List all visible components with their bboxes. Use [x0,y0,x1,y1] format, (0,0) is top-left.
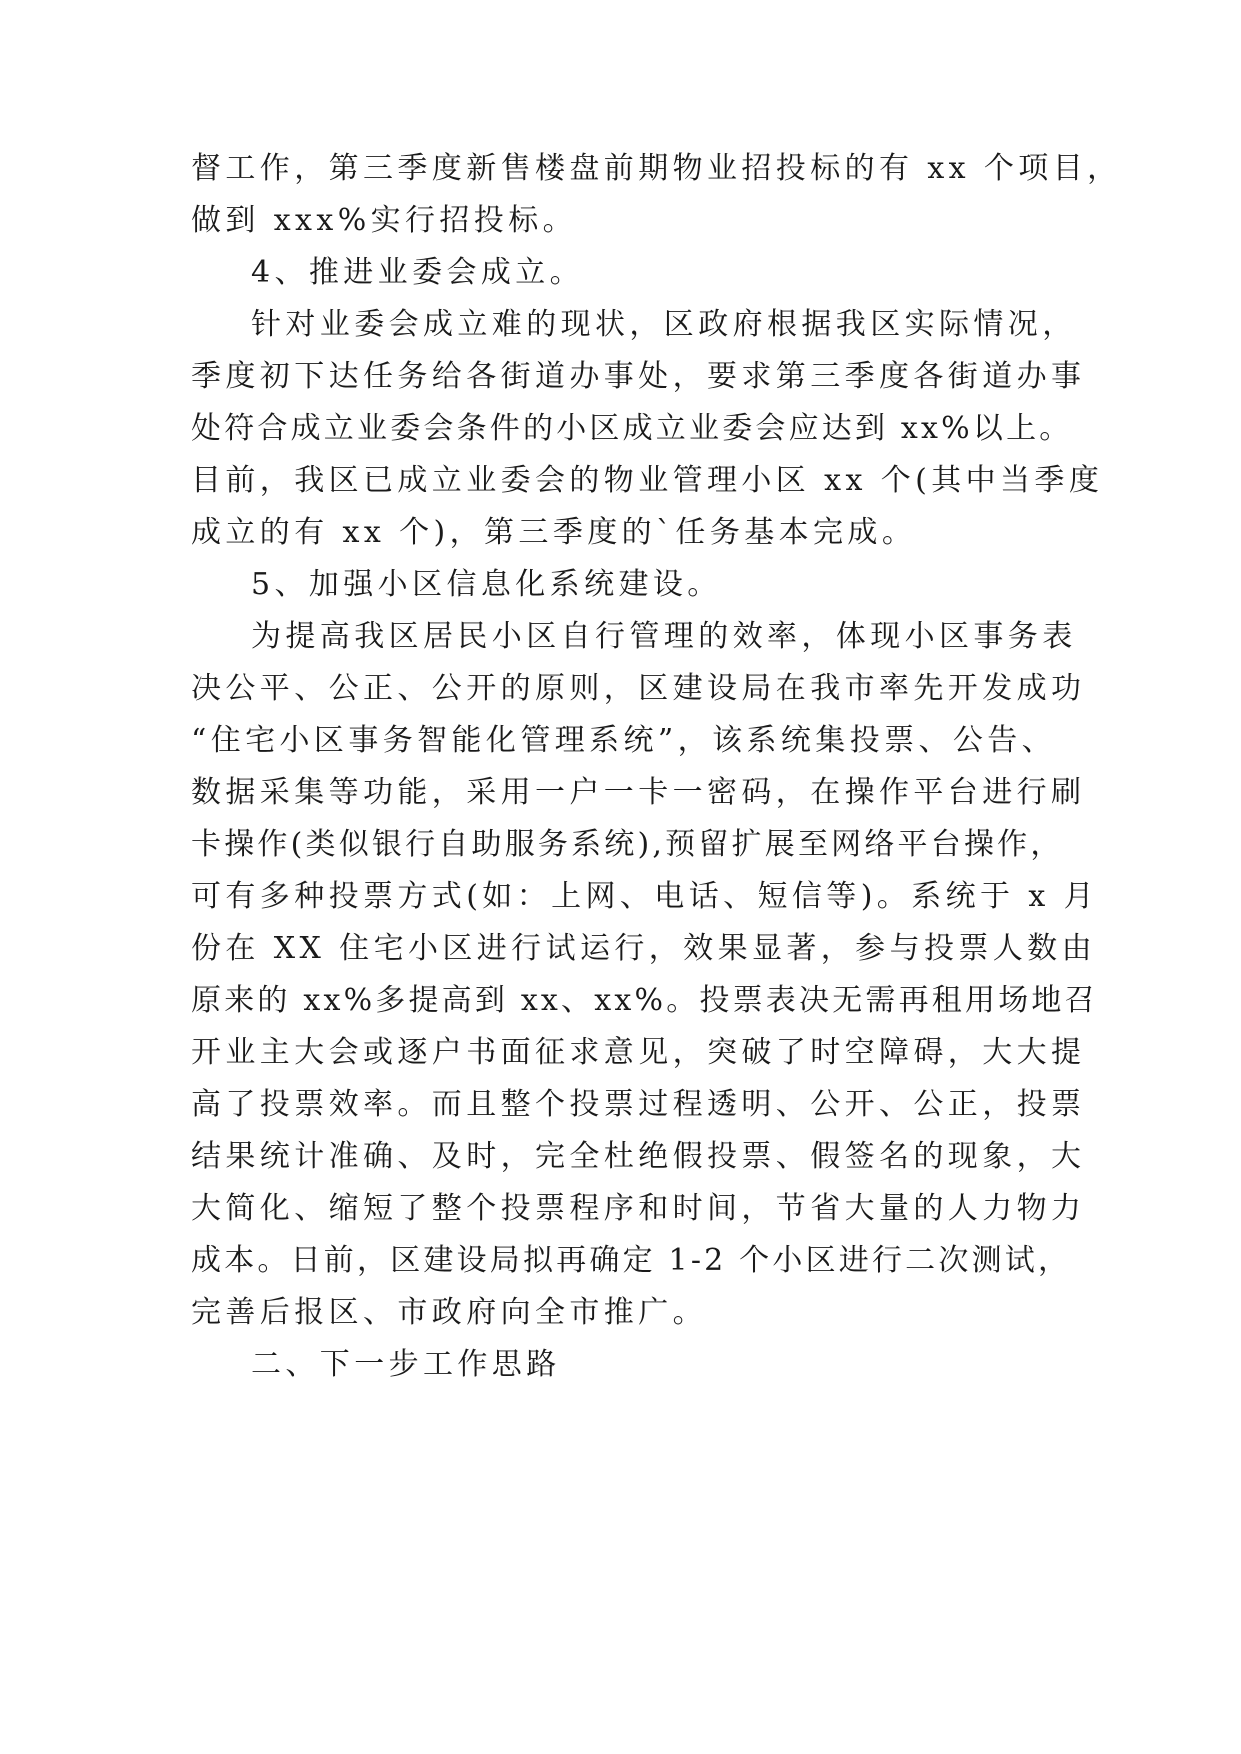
paragraph-line: “住宅小区事务智能化管理系统”，该系统集投票、公告、 [191,723,1057,758]
paragraph-line: 大简化、缩短了整个投票程序和时间，节省大量的人力物力 [191,1191,1086,1226]
paragraph-line: 卡操作(类似银行自助服务系统),预留扩展至网络平台操作， [191,827,1064,862]
paragraph-line: 处符合成立业委会条件的小区成立业委会应达到 xx%以上。 [191,411,1073,446]
paragraph-line: 原来的 xx%多提高到 xx、xx%。投票表决无需再租用场地召 [191,983,1098,1018]
paragraph-line: 目前，我区已成立业委会的物业管理小区 xx 个(其中当季度 [191,463,1104,498]
paragraph-line: 份在 XX 住宅小区进行试运行，效果显著，参与投票人数由 [191,931,1096,966]
paragraph-line: 为提高我区居民小区自行管理的效率，体现小区事务表 [251,619,1077,654]
paragraph-line: 做到 xxx%实行招投标。 [191,203,577,238]
paragraph-line: 结果统计准确、及时，完全杜绝假投票、假签名的现象，大 [191,1139,1086,1174]
paragraph-line: 督工作，第三季度新售楼盘前期物业招投标的有 xx 个项目， [191,151,1122,186]
paragraph-line: 决公平、公正、公开的原则，区建设局在我市率先开发成功 [191,671,1086,706]
paragraph-line: 针对业委会成立难的现状，区政府根据我区实际情况， [251,307,1077,342]
paragraph-line: 数据采集等功能，采用一户一卡一密码，在操作平台进行刷 [191,775,1086,810]
paragraph-line: 完善后报区、市政府向全市推广。 [191,1295,707,1330]
section-heading: 5、加强小区信息化系统建设。 [251,567,722,602]
paragraph-line: 季度初下达任务给各街道办事处，要求第三季度各街道办事 [191,359,1086,394]
section-heading: 4、推进业委会成立。 [251,255,585,290]
section-heading: 二、下一步工作思路 [251,1347,561,1382]
paragraph-line: 可有多种投票方式(如：上网、电话、短信等)。系统于 x 月 [191,879,1098,914]
paragraph-line: 高了投票效率。而且整个投票过程透明、公开、公正，投票 [191,1087,1086,1122]
paragraph-line: 成立的有 xx 个)，第三季度的`任务基本完成。 [191,515,917,550]
paragraph-line: 开业主大会或逐户书面征求意见，突破了时空障碍，大大提 [191,1035,1086,1070]
paragraph-line: 成本。日前，区建设局拟再确定 1-2 个小区进行二次测试， [191,1243,1072,1278]
